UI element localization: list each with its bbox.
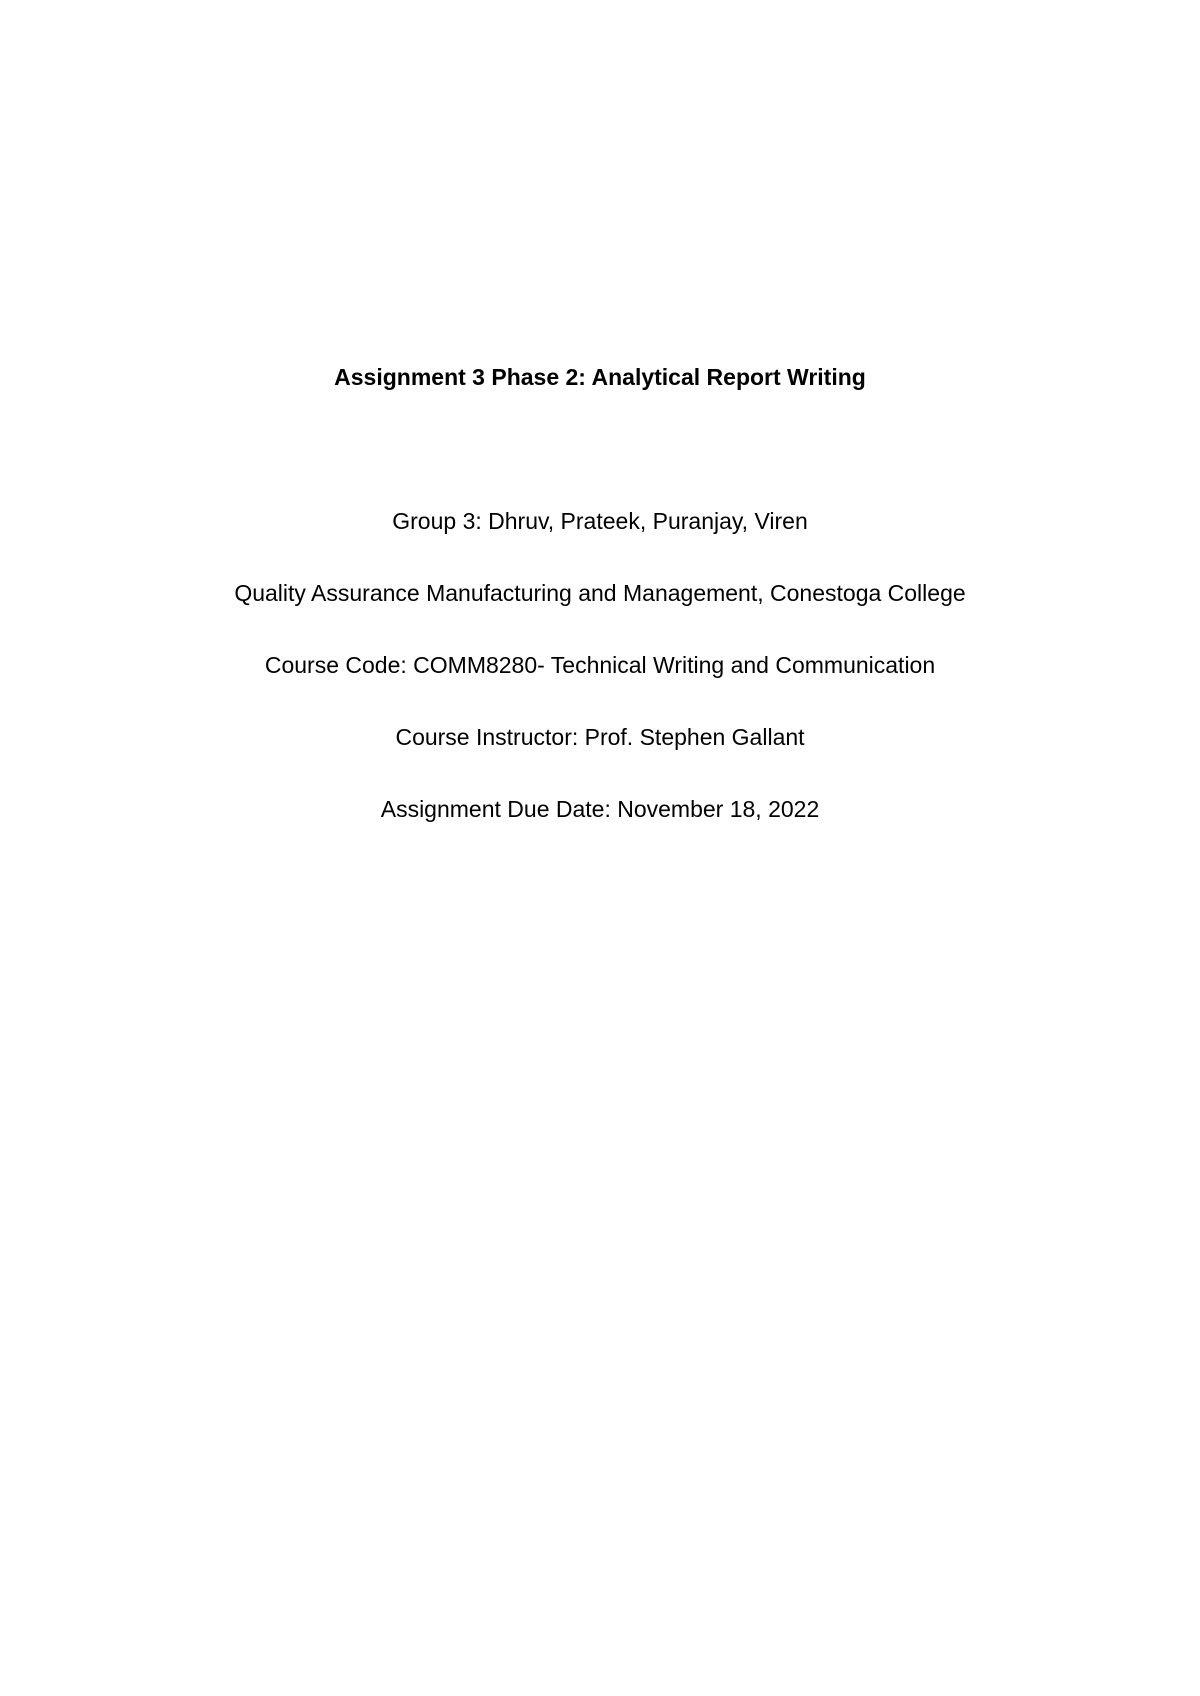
document-title: Assignment 3 Phase 2: Analytical Report Writing <box>334 364 866 390</box>
course-code: Course Code: COMM8280- Technical Writing and Communication <box>264 652 936 678</box>
group-members: Group 3: Dhruv, Prateek, Puranjay, Viren <box>392 508 808 534</box>
due-date: Assignment Due Date: November 18, 2022 <box>380 796 820 822</box>
course-instructor: Course Instructor: Prof. Stephen Gallant <box>395 724 805 750</box>
program-institution: Quality Assurance Manufacturing and Management, Conestoga College <box>234 580 966 606</box>
